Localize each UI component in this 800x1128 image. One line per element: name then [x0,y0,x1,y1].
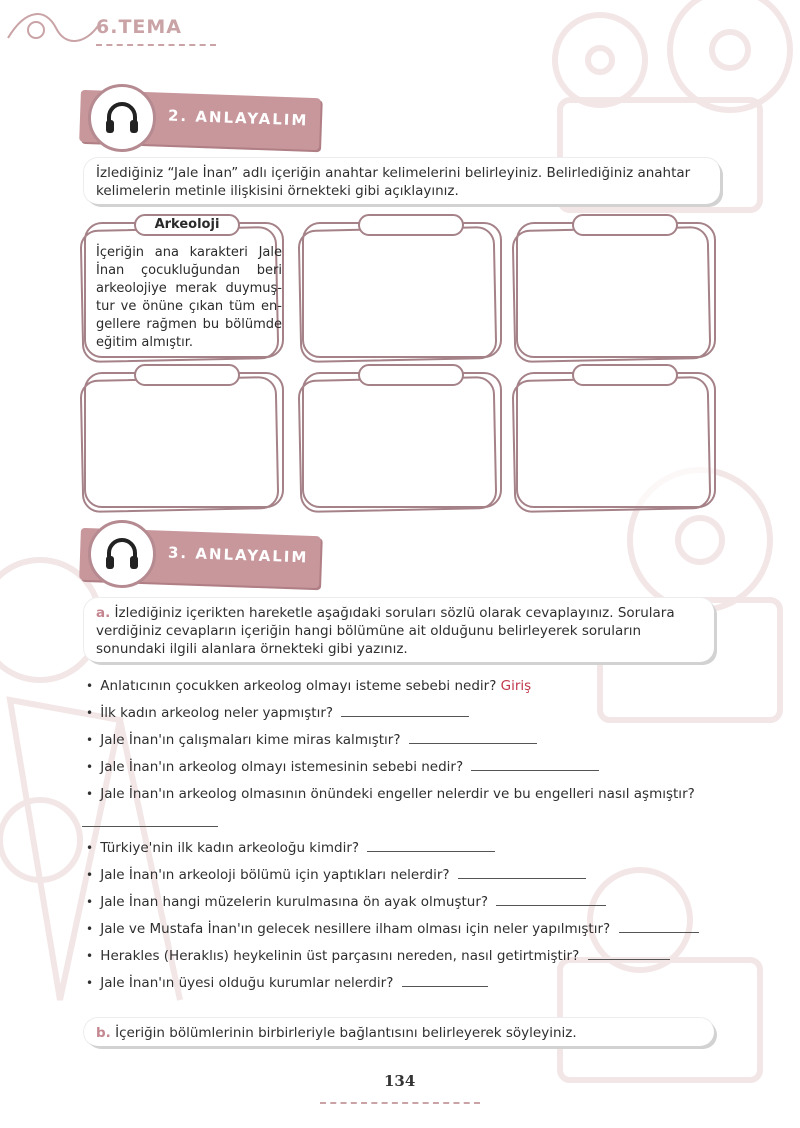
question-4: • Jale İnan'ın arkeolog olmayı istemesinin sebebi nedir? [86,759,599,775]
question-7: • Jale İnan'ın arkeoloji bölümü için yaptıkları nelerdir? [86,867,586,883]
keyword-card-1-text: İçeriğin ana karakteri Jale İnan çocukluğundan beri arkeolojiye merak duymuş-tur ve önüne çıkan tüm en-gellere rağmen bu bölümde eğitim almıştır. [96,245,282,350]
section2-icon-circle [88,84,156,152]
keyword-card-1 [84,222,284,358]
headphones-icon [103,99,141,137]
section3-title: 3. ANLAYALIM [167,543,309,567]
answer-blank-7[interactable] [458,867,586,879]
bullet: • [86,787,94,801]
bullet: • [86,922,94,936]
question-1: • Anlatıcının çocukken arkeolog olmayı isteme sebebi nedir? Giriş [86,678,532,694]
question-10: • Herakles (Heraklıs) heykelinin üst parçasını nereden, nasıl getirtmiştir? [86,948,670,964]
section2-instruction: İzlediğiniz “Jale İnan” adlı içeriğin anahtar kelimelerini belirleyiniz. Belirlediğiniz anahtar kelimelerin metinle ilişkisini örnekteki gibi açıklayınız. [84,158,720,204]
part-a-label: a. [96,605,111,621]
question-5: • Jale İnan'ın arkeolog olmasının önündeki engeller nelerdir ve bu engelleri nasıl aşmıştır? [86,786,695,802]
bullet: • [86,760,94,774]
header-swirl-decoration [6,8,100,48]
question-6: • Türkiye'nin ilk kadın arkeoloğu kimdir? [86,840,495,856]
bullet: • [86,895,94,909]
keyword-card-5[interactable] [302,372,502,508]
question-11: • Jale İnan'ın üyesi olduğu kurumlar nelerdir? [86,975,488,991]
keyword-card-1-tag: Arkeoloji [134,214,240,236]
question-3: • Jale İnan'ın çalışmaları kime miras kalmıştır? [86,732,537,748]
bullet: • [86,976,94,990]
keyword-card-2[interactable] [302,222,502,358]
keyword-card-3-tag[interactable] [572,214,678,236]
part-b-text: İçeriğin bölümlerinin birbirleriyle bağlantısını belirleyerek söyleyiniz. [115,1025,577,1041]
headphones-icon [103,535,141,573]
section2-title: 2. ANLAYALIM [167,106,309,130]
section3-icon-circle [88,520,156,588]
keyword-card-6-tag[interactable] [572,364,678,386]
bullet: • [86,841,94,855]
keyword-card-4-tag[interactable] [134,364,240,386]
bullet: • [86,679,94,693]
question-9: • Jale ve Mustafa İnan'ın gelecek nesillere ilham olması için neler yapılmıştır? [86,921,699,937]
part-b-label: b. [96,1025,111,1041]
bullet: • [86,706,94,720]
answer-blank-9[interactable] [619,921,699,933]
answer-blank-5[interactable] [82,826,218,827]
answer-blank-10[interactable] [588,948,670,960]
bullet: • [86,868,94,882]
keyword-card-3[interactable] [516,222,716,358]
answer-blank-4[interactable] [471,759,599,771]
page-number: 134 [384,1072,416,1090]
question-8: • Jale İnan hangi müzelerin kurulmasına ön ayak olmuştur? [86,894,606,910]
keyword-card-5-tag[interactable] [358,364,464,386]
answer-blank-11[interactable] [402,975,488,987]
part-a-text: İzlediğiniz içerikten hareketle aşağıdaki soruları sözlü olarak cevaplayınız. Sorulara verdiğiniz cevapların içeriğin hangi bölümüne ait olduğunu belirleyerek soruların sonundaki ilgili alanlara örnekteki gibi yazınız. [96,605,675,657]
answer-blank-2[interactable] [341,705,469,717]
answer-blank-6[interactable] [367,840,495,852]
section3-part-a-instruction [84,598,714,662]
theme-label: 6.TEMA [96,16,182,38]
keyword-card-2-tag[interactable] [358,214,464,236]
section3-part-b-instruction [84,1018,714,1046]
question-2: • İlk kadın arkeolog neler yapmıştır? [86,705,469,721]
answer-1: Giriş [500,678,532,694]
footer-dash-line [320,1102,480,1104]
header-dash-line [96,44,216,46]
keyword-card-4[interactable] [84,372,284,508]
bullet: • [86,733,94,747]
answer-blank-8[interactable] [496,894,606,906]
keyword-card-6[interactable] [516,372,716,508]
bullet: • [86,949,94,963]
answer-blank-3[interactable] [409,732,537,744]
